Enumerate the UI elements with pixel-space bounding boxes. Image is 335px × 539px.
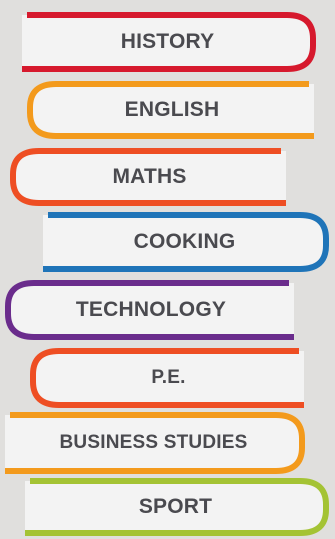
book-label-english: ENGLISH [124, 98, 220, 121]
book-maths [10, 148, 289, 206]
book-label-history: HISTORY [120, 30, 215, 53]
book-english [27, 81, 317, 139]
book-label-maths: MATHS [112, 165, 187, 188]
book-label-business-studies: BUSINESS STUDIES [59, 432, 248, 453]
book-technology [5, 280, 297, 340]
book-label-sport: SPORT [138, 495, 213, 518]
book-label-technology: TECHNOLOGY [75, 298, 227, 321]
book-sport [22, 478, 329, 536]
book-pe [30, 348, 307, 408]
book-label-cooking: COOKING [133, 230, 236, 253]
book-cooking [40, 212, 329, 272]
book-label-pe: P.E. [151, 367, 186, 388]
book-history [19, 12, 316, 72]
book-business-studies [2, 412, 305, 474]
